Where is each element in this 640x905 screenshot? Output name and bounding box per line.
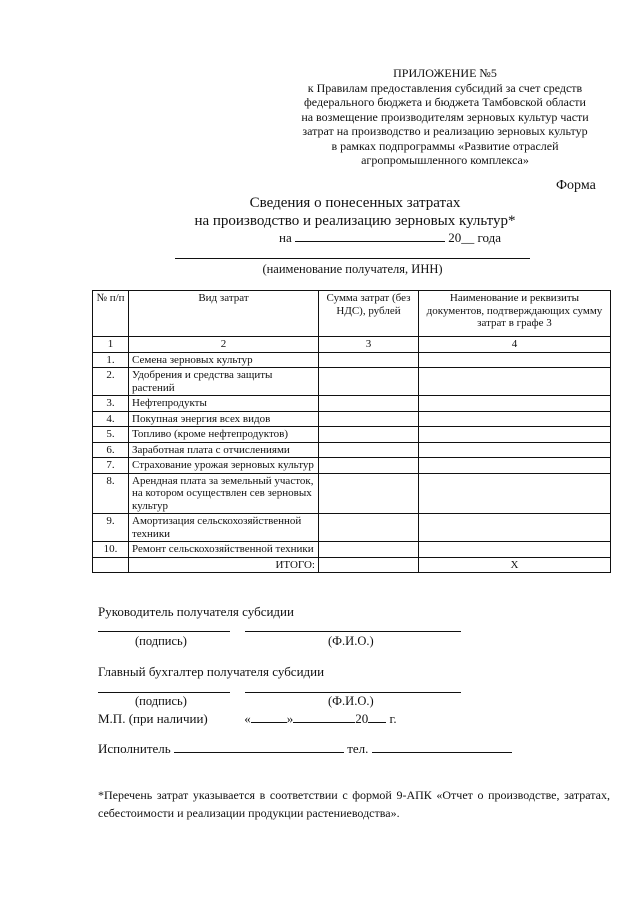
table-row (93, 352, 611, 368)
column-numbers-row (93, 337, 611, 353)
form-label: Форма (556, 178, 596, 193)
total-amount-cell[interactable] (319, 557, 419, 573)
col-number: 4 (419, 337, 611, 353)
month-blank[interactable] (293, 710, 355, 723)
table-row (93, 396, 611, 412)
row-cost-type: Покупная энергия всех видов (129, 411, 319, 427)
row-num: 10. (93, 542, 129, 558)
row-documents-cell[interactable] (419, 442, 611, 458)
executor-blank[interactable] (174, 740, 344, 753)
title-line-2: на производство и реализацию зерновых культур* (194, 213, 516, 229)
head-signature-line[interactable] (98, 631, 230, 632)
table-row (93, 368, 611, 396)
row-num: 3. (93, 396, 129, 412)
row-cost-type: Заработная плата с отчислениями (129, 442, 319, 458)
row-amount-cell[interactable] (319, 411, 419, 427)
recipient-line[interactable] (175, 258, 530, 259)
table-row (93, 411, 611, 427)
row-num: 1. (93, 352, 129, 368)
phone-label: тел. (347, 741, 369, 756)
head-fio-line[interactable] (245, 631, 461, 632)
table-row (93, 542, 611, 558)
row-cost-type: Топливо (кроме нефтепродуктов) (129, 427, 319, 443)
stamp-date-line (98, 710, 397, 727)
row-amount-cell[interactable] (319, 458, 419, 474)
row-num: 2. (93, 368, 129, 396)
row-documents-cell[interactable] (419, 368, 611, 396)
row-amount-cell[interactable] (319, 542, 419, 558)
title-line-1: Сведения о понесенных затратах (249, 195, 461, 211)
header-num: № п/п (93, 291, 129, 337)
appendix-line: к Правилам предоставления субсидий за счет средств (307, 80, 583, 95)
col-number: 3 (319, 337, 419, 353)
row-documents-cell[interactable] (419, 427, 611, 443)
date-quote-open: « (244, 711, 251, 726)
day-blank[interactable] (251, 710, 287, 723)
row-documents-cell[interactable] (419, 542, 611, 558)
row-documents-cell[interactable] (419, 352, 611, 368)
row-amount-cell[interactable] (319, 442, 419, 458)
row-amount-cell[interactable] (319, 368, 419, 396)
table-row (93, 427, 611, 443)
table-header-row (93, 291, 611, 337)
row-num: 5. (93, 427, 129, 443)
total-label: ИТОГО: (129, 557, 319, 573)
row-num: 6. (93, 442, 129, 458)
table-row (93, 458, 611, 474)
date-blank[interactable] (295, 229, 445, 242)
head-label: Руководитель получателя субсидии (98, 604, 294, 619)
date-year-prefix: 20 (355, 711, 369, 726)
accountant-label: Главный бухгалтер получателя субсидии (98, 664, 325, 679)
row-amount-cell[interactable] (319, 514, 419, 542)
accountant-fio-line[interactable] (245, 692, 461, 693)
date-suffix: г. (389, 711, 397, 726)
costs-table (92, 290, 611, 573)
date-quote-close: » (286, 711, 294, 726)
appendix-header (280, 66, 610, 168)
header-documents: Наименование и реквизиты документов, подтверждающих сумму затрат в графе 3 (419, 291, 611, 337)
row-cost-type: Ремонт сельскохозяйственной техники (129, 542, 319, 558)
header-amount: Сумма затрат (без НДС), рублей (319, 291, 419, 337)
row-amount-cell[interactable] (319, 352, 419, 368)
year-blank[interactable] (368, 710, 386, 723)
col-number: 2 (129, 337, 319, 353)
report-date-line (200, 229, 580, 246)
appendix-line: агропромышленного комплекса» (361, 153, 529, 167)
table-row (93, 514, 611, 542)
document-title (120, 194, 590, 230)
table-row (93, 442, 611, 458)
total-x-mark: X (419, 557, 611, 573)
total-row (93, 557, 611, 573)
row-cost-type: Страхование урожая зерновых культур (129, 458, 319, 474)
row-amount-cell[interactable] (319, 396, 419, 412)
header-cost-type: Вид затрат (129, 291, 319, 337)
row-num: 7. (93, 458, 129, 474)
row-cost-type: Семена зерновых культур (129, 352, 319, 368)
table-row (93, 473, 611, 514)
row-documents-cell[interactable] (419, 473, 611, 514)
row-documents-cell[interactable] (419, 514, 611, 542)
row-amount-cell[interactable] (319, 473, 419, 514)
sign-caption: (подпись) (135, 694, 187, 708)
col-number: 1 (93, 337, 129, 353)
executor-label: Исполнитель (98, 741, 171, 756)
recipient-caption: (наименование получателя, ИНН) (262, 262, 443, 276)
footnote: *Перечень затрат указывается в соответствии с формой 9-АПК «Отчет о производстве, затратах, себестоимости и реализации продукции растениеводства». (98, 788, 610, 820)
row-cost-type: Нефтепродукты (129, 396, 319, 412)
sign-caption: (подпись) (135, 634, 187, 648)
row-num: 4. (93, 411, 129, 427)
row-documents-cell[interactable] (419, 458, 611, 474)
appendix-line: федерального бюджета и бюджета Тамбовской области (304, 95, 586, 109)
date-year: 20__ года (448, 230, 501, 245)
date-prefix: на (278, 230, 292, 245)
appendix-line: затрат на производство и реализацию зерновых культур (302, 124, 588, 138)
row-cost-type: Удобрения и средства защиты растений (129, 368, 319, 396)
row-num: 8. (93, 473, 129, 514)
executor-line (98, 740, 512, 757)
appendix-line: ПРИЛОЖЕНИЕ №5 (393, 66, 497, 80)
fio-caption: (Ф.И.О.) (328, 694, 374, 708)
fio-caption: (Ф.И.О.) (328, 634, 374, 648)
row-amount-cell[interactable] (319, 427, 419, 443)
appendix-line: в рамках подпрограммы «Развитие отраслей (331, 138, 559, 153)
row-documents-cell[interactable] (419, 396, 611, 412)
stamp-label: М.П. (при наличии) (98, 711, 208, 726)
phone-blank[interactable] (372, 740, 512, 753)
appendix-line: на возмещение производителям зерновых культур части (301, 109, 589, 124)
row-cost-type: Амортизация сельскохозяйственной техники (129, 514, 319, 542)
row-documents-cell[interactable] (419, 411, 611, 427)
total-empty-cell (93, 557, 129, 573)
row-cost-type: Арендная плата за земельный участок, на котором осуществлен сев зерновых культур (129, 473, 319, 514)
row-num: 9. (93, 514, 129, 542)
accountant-signature-line[interactable] (98, 692, 230, 693)
